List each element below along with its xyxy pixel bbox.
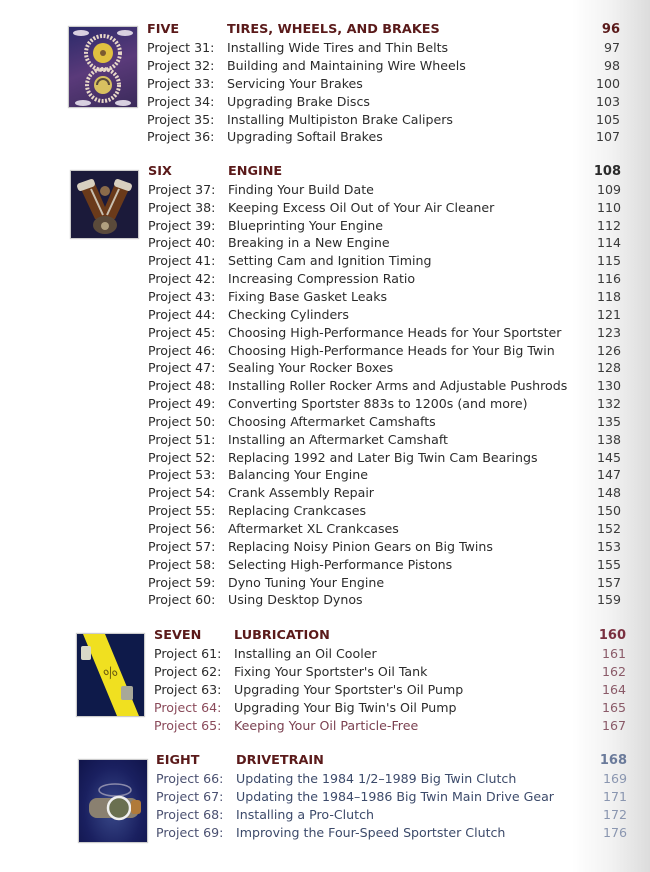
project-title: Choosing Aftermarket Camshafts — [228, 413, 436, 429]
project-title: Converting Sportster 883s to 1200s (and more) — [228, 396, 528, 412]
chapter-page-number: 108 — [593, 164, 621, 179]
project-title: Dyno Tuning Your Engine — [228, 574, 385, 590]
project-title: Increasing Compression Ratio — [228, 271, 416, 287]
toc-entry — [0, 39, 650, 57]
project-title: Checking Cylinders — [228, 306, 349, 322]
project-number: Project 49: — [148, 396, 216, 412]
project-title: Installing an Aftermarket Camshaft — [228, 431, 448, 447]
project-number: Project 63: — [154, 681, 222, 697]
project-page-number: 105 — [595, 111, 620, 127]
project-title: Upgrading Your Big Twin's Oil Pump — [234, 699, 457, 715]
project-page-number: 115 — [596, 253, 621, 269]
project-number: Project 58: — [148, 556, 216, 572]
project-page-number: 159 — [596, 592, 621, 608]
project-title: Improving the Four-Speed Sportster Clutch — [236, 825, 506, 840]
project-number: Project 39: — [148, 217, 216, 233]
chapter-number: SIX — [148, 164, 172, 179]
project-title: Balancing Your Engine — [228, 467, 369, 483]
project-page-number: 150 — [596, 503, 621, 519]
toc-entry — [0, 645, 650, 663]
project-number: Project 55: — [148, 503, 216, 519]
toc-entry — [0, 484, 650, 502]
toc-entry — [0, 57, 650, 75]
toc-entry — [0, 93, 650, 111]
project-page-number: 161 — [601, 645, 626, 661]
project-title: Servicing Your Brakes — [227, 75, 363, 91]
chapter-page-number: 168 — [599, 753, 627, 768]
toc-entry — [0, 663, 650, 681]
project-number: Project 41: — [148, 253, 216, 269]
project-page-number: 109 — [596, 181, 621, 197]
toc-entry — [0, 359, 650, 377]
project-title: Replacing 1992 and Later Big Twin Cam Bearings — [228, 449, 538, 465]
project-title: Installing Wide Tires and Thin Belts — [227, 39, 449, 55]
toc-entry — [0, 111, 650, 129]
toc-entry — [0, 75, 650, 93]
project-page-number: 126 — [596, 342, 621, 358]
toc-entry — [0, 217, 650, 235]
project-title: Breaking in a New Engine — [228, 235, 390, 251]
project-title: Upgrading Your Sportster's Oil Pump — [234, 681, 464, 697]
project-number: Project 65: — [154, 717, 222, 733]
toc-entry — [0, 770, 650, 788]
toc-entry — [0, 288, 650, 306]
toc-entry — [0, 234, 650, 252]
toc-entry — [0, 128, 650, 146]
chapter-heading — [0, 752, 650, 770]
project-page-number: 157 — [596, 574, 621, 590]
project-number: Project 62: — [154, 663, 222, 679]
toc-entry — [0, 824, 650, 842]
project-page-number: 100 — [595, 75, 620, 91]
project-title: Setting Cam and Ignition Timing — [228, 253, 432, 269]
project-number: Project 44: — [148, 306, 216, 322]
chapter-heading — [0, 627, 650, 645]
project-page-number: 176 — [602, 825, 627, 840]
toc-entry — [0, 502, 650, 520]
project-title: Updating the 1984–1986 Big Twin Main Drive Gear — [236, 789, 554, 804]
toc-entry — [0, 556, 650, 574]
project-number: Project 61: — [154, 645, 222, 661]
project-page-number: 112 — [596, 217, 621, 233]
toc-entry — [0, 431, 650, 449]
project-page-number: 116 — [596, 271, 621, 287]
project-number: Project 45: — [148, 324, 216, 340]
project-number: Project 54: — [148, 485, 216, 501]
chapter-title: TIRES, WHEELS, AND BRAKES — [227, 22, 440, 37]
project-number: Project 48: — [148, 378, 216, 394]
project-page-number: 152 — [596, 521, 621, 536]
project-title: Fixing Base Gasket Leaks — [228, 288, 388, 304]
project-number: Project 57: — [148, 538, 216, 554]
project-title: Keeping Your Oil Particle-Free — [234, 717, 419, 733]
project-number: Project 36: — [147, 129, 215, 145]
project-title: Building and Maintaining Wire Wheels — [227, 57, 466, 73]
project-number: Project 56: — [148, 521, 216, 536]
project-title: Keeping Excess Oil Out of Your Air Cleaner — [228, 199, 495, 215]
project-page-number: 167 — [601, 717, 626, 733]
toc-entry — [0, 181, 650, 199]
project-number: Project 53: — [148, 467, 216, 483]
project-title: Crank Assembly Repair — [228, 485, 374, 501]
project-number: Project 42: — [148, 271, 216, 287]
toc-entry — [0, 449, 650, 467]
project-page-number: 114 — [596, 235, 621, 251]
toc-entry — [0, 377, 650, 395]
toc-entry — [0, 342, 650, 360]
project-title: Installing Multipiston Brake Calipers — [227, 111, 453, 127]
project-title: Installing an Oil Cooler — [234, 645, 377, 661]
project-page-number: 103 — [595, 93, 620, 109]
project-page-number: 110 — [596, 199, 621, 215]
chapter-heading — [0, 163, 650, 181]
project-page-number: 130 — [596, 378, 621, 394]
svg-text:%: % — [101, 663, 121, 684]
project-number: Project 50: — [148, 413, 216, 429]
project-title: Using Desktop Dynos — [228, 592, 363, 608]
project-page-number: 169 — [602, 771, 627, 786]
toc-entry — [0, 681, 650, 699]
project-page-number: 98 — [603, 57, 620, 73]
toc-entry — [0, 591, 650, 609]
project-number: Project 31: — [147, 39, 215, 55]
project-number: Project 46: — [148, 342, 216, 358]
chapter-page-number: 96 — [601, 22, 620, 37]
project-title: Blueprinting Your Engine — [228, 217, 383, 233]
toc-entry — [0, 717, 650, 735]
project-page-number: 147 — [596, 467, 621, 483]
toc-entry — [0, 324, 650, 342]
project-page-number: 153 — [596, 538, 621, 554]
project-number: Project 68: — [156, 807, 224, 822]
project-page-number: 135 — [596, 413, 621, 429]
project-page-number: 164 — [601, 681, 626, 697]
project-number: Project 67: — [156, 789, 224, 804]
chapter-number: SEVEN — [154, 628, 202, 643]
project-page-number: 145 — [596, 449, 621, 465]
project-title: Replacing Noisy Pinion Gears on Big Twins — [228, 538, 493, 554]
project-title: Updating the 1984 1/2–1989 Big Twin Clutch — [236, 771, 517, 786]
toc-entry — [0, 252, 650, 270]
project-title: Installing a Pro-Clutch — [236, 807, 374, 822]
project-title: Selecting High-Performance Pistons — [228, 556, 453, 572]
toc-entry — [0, 413, 650, 431]
project-page-number: 132 — [596, 396, 621, 412]
project-number: Project 66: — [156, 771, 224, 786]
project-page-number: 162 — [601, 663, 626, 679]
project-number: Project 37: — [148, 181, 216, 197]
toc-entry — [0, 520, 650, 538]
chapter-number: FIVE — [147, 22, 180, 37]
project-page-number: 107 — [595, 129, 620, 145]
chapter-page-number: 160 — [598, 628, 626, 643]
project-number: Project 64: — [154, 699, 222, 715]
project-number: Project 51: — [148, 431, 216, 447]
project-page-number: 155 — [596, 556, 621, 572]
project-number: Project 33: — [147, 75, 215, 91]
chapter-title: LUBRICATION — [234, 628, 330, 643]
project-number: Project 47: — [148, 360, 216, 376]
project-number: Project 40: — [148, 235, 216, 251]
project-page-number: 97 — [603, 39, 620, 55]
project-number: Project 38: — [148, 199, 216, 215]
toc-entry — [0, 574, 650, 592]
project-title: Sealing Your Rocker Boxes — [228, 360, 394, 376]
chapter-heading — [0, 21, 650, 39]
project-number: Project 35: — [147, 111, 215, 127]
project-page-number: 165 — [601, 699, 626, 715]
toc-entry — [0, 788, 650, 806]
toc-entry — [0, 466, 650, 484]
project-page-number: 123 — [596, 324, 621, 340]
chapter-title: DRIVETRAIN — [236, 753, 324, 768]
project-title: Upgrading Softail Brakes — [227, 129, 383, 145]
toc-entry — [0, 199, 650, 217]
project-title: Choosing High-Performance Heads for Your Big Twin — [228, 342, 555, 358]
project-page-number: 172 — [602, 807, 627, 822]
project-title: Aftermarket XL Crankcases — [228, 521, 399, 536]
project-page-number: 121 — [596, 306, 621, 322]
project-title: Choosing High-Performance Heads for Your Sportster — [228, 324, 562, 340]
toc-entry — [0, 538, 650, 556]
toc-entry — [0, 270, 650, 288]
project-page-number: 128 — [596, 360, 621, 376]
project-title: Fixing Your Sportster's Oil Tank — [234, 663, 428, 679]
toc-entry — [0, 395, 650, 413]
project-number: Project 52: — [148, 449, 216, 465]
chapter-number: EIGHT — [156, 753, 200, 768]
project-number: Project 69: — [156, 825, 224, 840]
project-title: Finding Your Build Date — [228, 181, 374, 197]
toc-entry — [0, 306, 650, 324]
project-page-number: 171 — [602, 789, 627, 804]
project-title: Upgrading Brake Discs — [227, 93, 370, 109]
project-number: Project 43: — [148, 288, 216, 304]
project-number: Project 32: — [147, 57, 215, 73]
toc-entry — [0, 699, 650, 717]
project-number: Project 34: — [147, 93, 215, 109]
project-page-number: 148 — [596, 485, 621, 501]
project-title: Installing Roller Rocker Arms and Adjustable Pushrods — [228, 378, 568, 394]
project-title: Replacing Crankcases — [228, 503, 367, 519]
toc-entry — [0, 806, 650, 824]
project-number: Project 60: — [148, 592, 216, 608]
project-number: Project 59: — [148, 574, 216, 590]
project-page-number: 118 — [596, 288, 621, 304]
chapter-title: ENGINE — [228, 164, 283, 179]
project-page-number: 138 — [596, 431, 621, 447]
